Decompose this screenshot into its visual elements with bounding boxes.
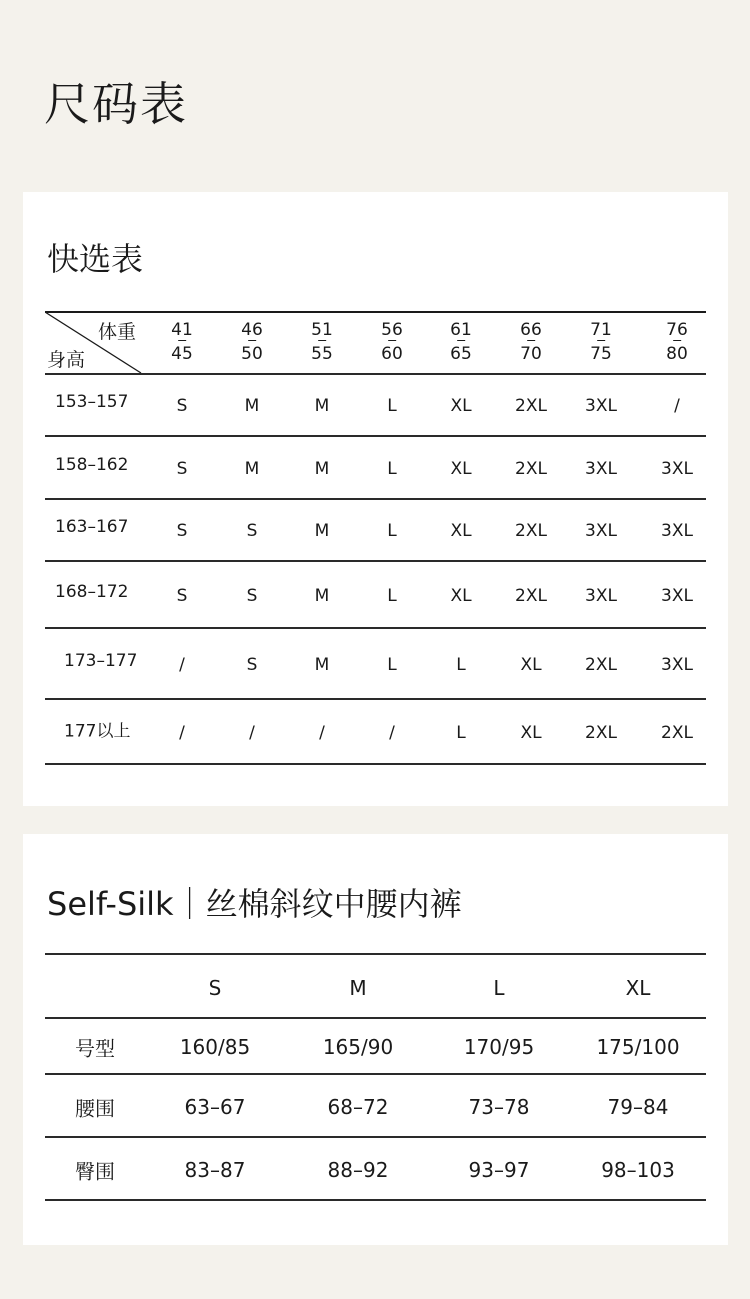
measurement-value: 63–67	[184, 1094, 246, 1119]
size-cell: M	[314, 396, 330, 416]
size-cell: S	[246, 521, 258, 541]
measurement-value: 170/95	[463, 1035, 535, 1059]
size-cell: XL	[520, 654, 542, 675]
row-divider	[45, 560, 706, 562]
measurement-label: 臀围	[75, 1159, 115, 1183]
size-cell: /	[674, 396, 680, 416]
quick-select-card	[23, 192, 728, 806]
row-divider	[45, 373, 706, 375]
measurement-value: 160/85	[179, 1035, 251, 1059]
size-cell: M	[314, 654, 330, 675]
measurement-value: 79–84	[607, 1094, 669, 1119]
size-cell: XL	[450, 458, 472, 479]
weight-column-header	[381, 320, 403, 364]
size-header: L	[493, 976, 505, 1000]
size-cell: S	[176, 585, 188, 606]
weight-range-min: 56	[381, 320, 403, 340]
size-cell: M	[244, 396, 260, 416]
size-cell: 2XL	[661, 722, 693, 743]
measurement-value: 88–92	[327, 1157, 389, 1182]
size-cell: S	[176, 396, 188, 416]
size-cell: XL	[520, 722, 542, 743]
page-title: 尺码表	[44, 77, 188, 131]
size-cell: /	[179, 722, 185, 743]
size-cell: XL	[450, 585, 472, 606]
weight-range-min: 46	[241, 320, 263, 340]
height-range-label: 163–167	[55, 517, 129, 537]
measurement-value: 68–72	[327, 1094, 389, 1119]
product-title: Self-Silk｜丝棉斜纹中腰内裤	[47, 885, 462, 923]
weight-column-header	[520, 320, 542, 364]
measurement-value: 83–87	[184, 1157, 246, 1182]
weight-column-header	[450, 320, 472, 364]
weight-column-header	[666, 320, 688, 364]
size-cell: 3XL	[585, 521, 617, 541]
size-cell: L	[387, 458, 397, 479]
size-cell: 2XL	[515, 585, 547, 606]
weight-range-max: 60	[381, 344, 403, 364]
row-divider	[45, 698, 706, 700]
measurement-value: 165/90	[322, 1035, 394, 1059]
size-cell: 2XL	[585, 722, 617, 743]
size-cell: 3XL	[585, 396, 617, 416]
size-cell: L	[456, 654, 466, 675]
weight-column-header	[171, 320, 193, 364]
size-cell: M	[314, 585, 330, 606]
table-top-rule	[45, 953, 706, 955]
size-cell: 3XL	[661, 654, 693, 675]
size-cell: /	[249, 722, 255, 743]
size-cell: 2XL	[585, 654, 617, 675]
size-cell: S	[246, 585, 258, 606]
measurement-value: 73–78	[468, 1094, 530, 1119]
height-range-label: 177以上	[64, 721, 131, 741]
size-cell: S	[246, 654, 258, 675]
weight-range-max: 80	[666, 344, 688, 364]
weight-range-min: 66	[520, 320, 542, 340]
size-cell: 3XL	[585, 585, 617, 606]
size-cell: M	[314, 458, 330, 479]
weight-range-min: 76	[666, 320, 688, 340]
size-cell: 3XL	[585, 458, 617, 479]
size-cell: XL	[450, 396, 472, 416]
product-size-card	[23, 834, 728, 1245]
size-cell: 2XL	[515, 396, 547, 416]
row-divider	[45, 627, 706, 629]
size-cell: 3XL	[661, 458, 693, 479]
size-header: S	[208, 976, 222, 1000]
height-range-label: 158–162	[55, 454, 129, 475]
row-divider	[45, 1136, 706, 1138]
weight-range-max: 55	[311, 344, 333, 364]
measurement-label: 腰围	[75, 1096, 115, 1120]
size-cell: XL	[450, 521, 472, 541]
weight-column-header	[590, 320, 612, 364]
size-cell: L	[387, 585, 397, 606]
row-divider	[45, 1017, 706, 1019]
size-header: M	[349, 976, 367, 1000]
size-cell: S	[176, 458, 188, 479]
size-cell: /	[179, 654, 185, 675]
measurement-value: 175/100	[596, 1035, 680, 1059]
height-range-label: 168–172	[55, 581, 129, 602]
measurement-value: 93–97	[468, 1157, 530, 1182]
weight-range-min: 61	[450, 320, 472, 340]
row-divider	[45, 498, 706, 500]
size-cell: L	[456, 722, 466, 743]
measurement-label: 号型	[75, 1036, 115, 1061]
size-cell: 3XL	[661, 521, 693, 541]
row-divider	[45, 1073, 706, 1075]
size-cell: L	[387, 521, 397, 541]
size-cell: 2XL	[515, 458, 547, 479]
weight-column-header	[311, 320, 333, 364]
weight-range-max: 50	[241, 344, 263, 364]
height-range-label: 153–157	[55, 392, 129, 412]
size-cell: M	[314, 521, 330, 541]
quick-select-title: 快选表	[47, 240, 144, 278]
row-divider	[45, 435, 706, 437]
size-cell: M	[244, 458, 260, 479]
size-header: XL	[625, 976, 651, 1000]
size-cell: S	[176, 521, 188, 541]
size-cell: 2XL	[515, 521, 547, 541]
weight-range-max: 65	[450, 344, 472, 364]
measurement-value: 98–103	[601, 1157, 675, 1182]
table-bottom-rule	[45, 1199, 706, 1201]
weight-range-max: 70	[520, 344, 542, 364]
size-cell: /	[319, 722, 325, 743]
weight-column-header	[241, 320, 263, 364]
size-cell: L	[387, 396, 397, 416]
weight-range-min: 51	[311, 320, 333, 340]
weight-range-min: 41	[171, 320, 193, 340]
table-bottom-rule	[45, 763, 706, 765]
weight-range-max: 75	[590, 344, 612, 364]
weight-range-min: 71	[590, 320, 612, 340]
size-cell: 3XL	[661, 585, 693, 606]
weight-header: 体重	[98, 321, 137, 343]
height-header: 身高	[47, 349, 86, 371]
size-cell: L	[387, 654, 397, 675]
height-range-label: 173–177	[64, 650, 138, 671]
weight-range-max: 45	[171, 344, 193, 364]
size-cell: /	[389, 722, 395, 743]
